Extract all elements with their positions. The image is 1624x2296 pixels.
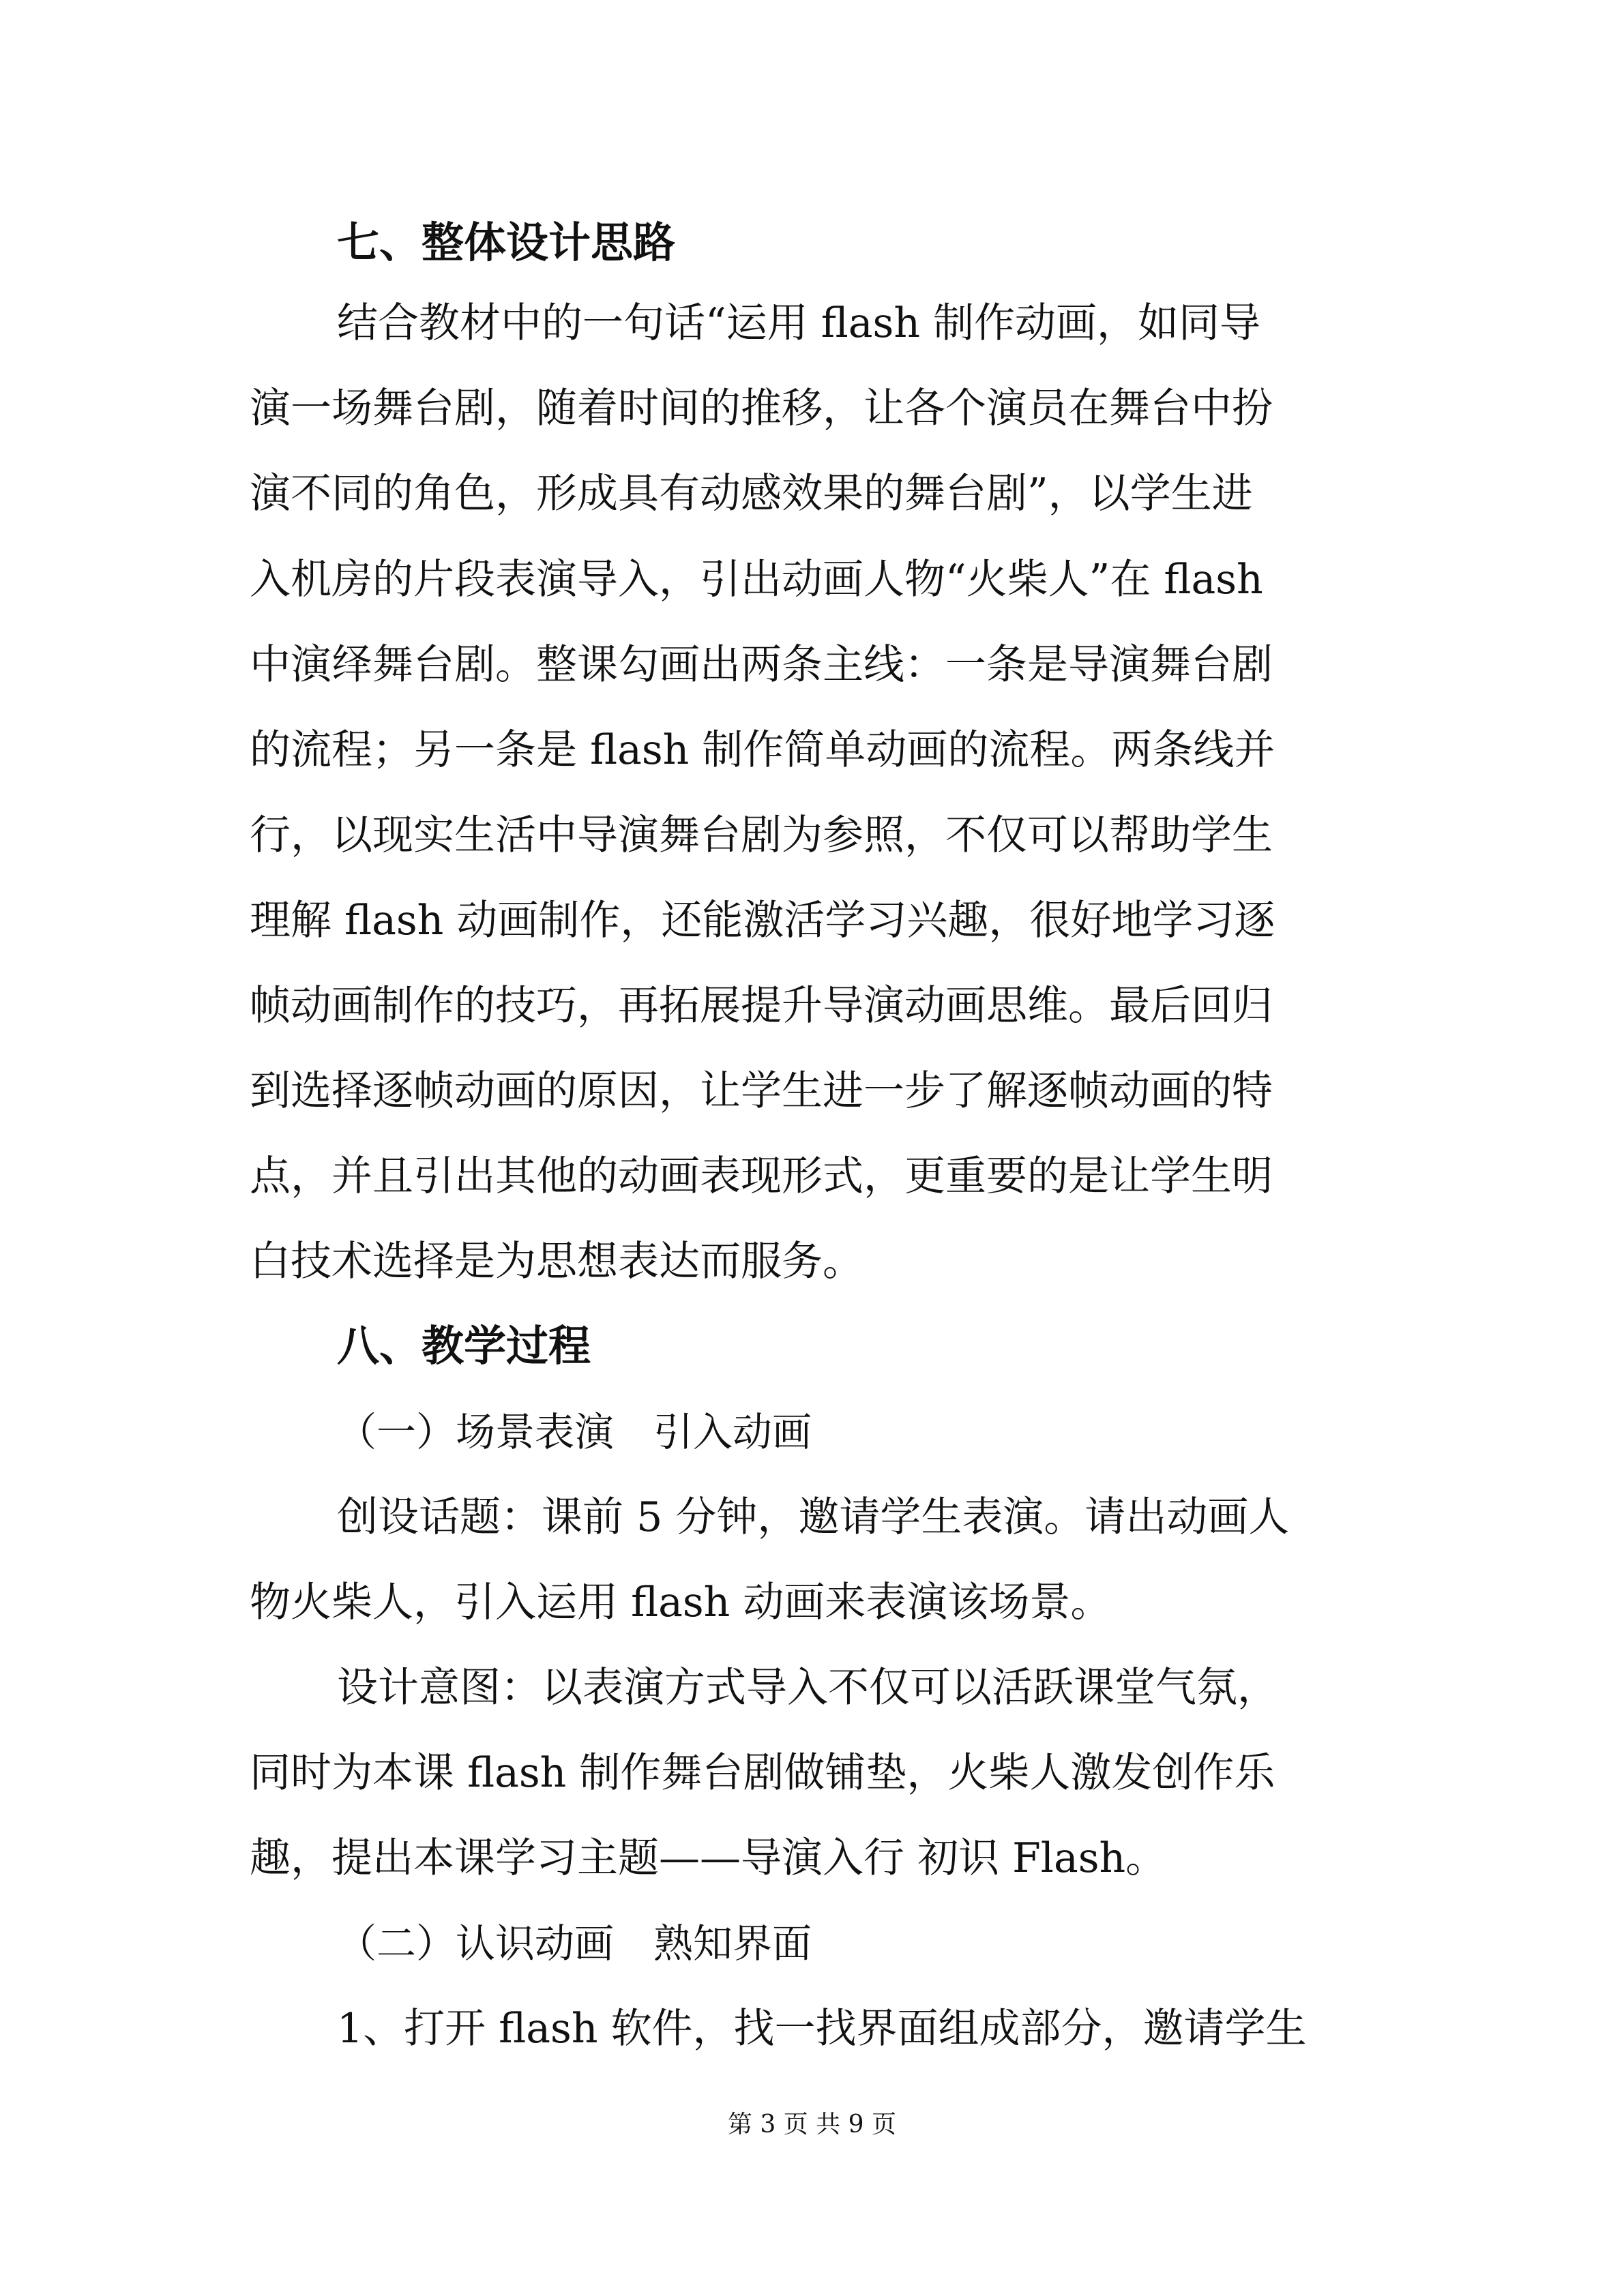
paragraph-line: 演不同的角色，形成具有动感效果的舞台剧”，以学生进 (250, 470, 1253, 518)
paragraph-line: 中演绎舞台剧。整课勾画出两条主线：一条是导演舞台剧 (250, 641, 1273, 689)
paragraph-line: 结合教材中的一句话“运用 flash 制作动画，如同导 (337, 299, 1261, 347)
paragraph-line: 理解 flash 动画制作，还能激活学习兴趣，很好地学习逐 (250, 897, 1275, 944)
paragraph-line: 入机房的片段表演导入，引出动画人物“火柴人”在 flash (250, 556, 1263, 603)
paragraph-line: 到选择逐帧动画的原因，让学生进一步了解逐帧动画的特 (250, 1067, 1273, 1115)
paragraph-line: 设计意图：以表演方式导入不仅可以活跃课堂气氛， (337, 1664, 1278, 1712)
page-number-footer: 第 3 页 共 9 页 (727, 2111, 897, 2138)
paragraph-line: 的流程；另一条是 flash 制作简单动画的流程。两条线并 (250, 726, 1275, 774)
subsection-heading-1: （一）场景表演 引入动画 (337, 1409, 812, 1455)
paragraph-line: 白技术选择是为思想表达而服务。 (250, 1238, 863, 1285)
subsection-heading-2: （二）认识动画 熟知界面 (337, 1920, 812, 1967)
paragraph-line: 行，以现实生活中导演舞台剧为参照，不仅可以帮助学生 (250, 811, 1273, 859)
paragraph-line: 创设话题：课前 5 分钟，邀请学生表演。请出动画人 (337, 1493, 1290, 1541)
paragraph-line: 同时为本课 flash 制作舞台剧做铺垫，火柴人激发创作乐 (250, 1749, 1275, 1797)
section-heading-7: 七、整体设计思路 (337, 218, 676, 267)
paragraph-line: 物火柴人，引入运用 flash 动画来表演该场景。 (250, 1579, 1112, 1626)
paragraph-line: 演一场舞台剧，随着时间的推移，让各个演员在舞台中扮 (250, 385, 1273, 432)
section-heading-8: 八、教学过程 (337, 1321, 591, 1371)
paragraph-line: 点，并且引出其他的动画表现形式，更重要的是让学生明 (250, 1152, 1273, 1200)
paragraph-line: 帧动画制作的技巧，再拓展提升导演动画思维。最后回归 (250, 982, 1273, 1030)
paragraph-line: 1、打开 flash 软件，找一找界面组成部分，邀请学生 (337, 2005, 1307, 2053)
paragraph-line: 趣，提出本课学习主题——导演入行 初识 Flash。 (250, 1834, 1167, 1882)
